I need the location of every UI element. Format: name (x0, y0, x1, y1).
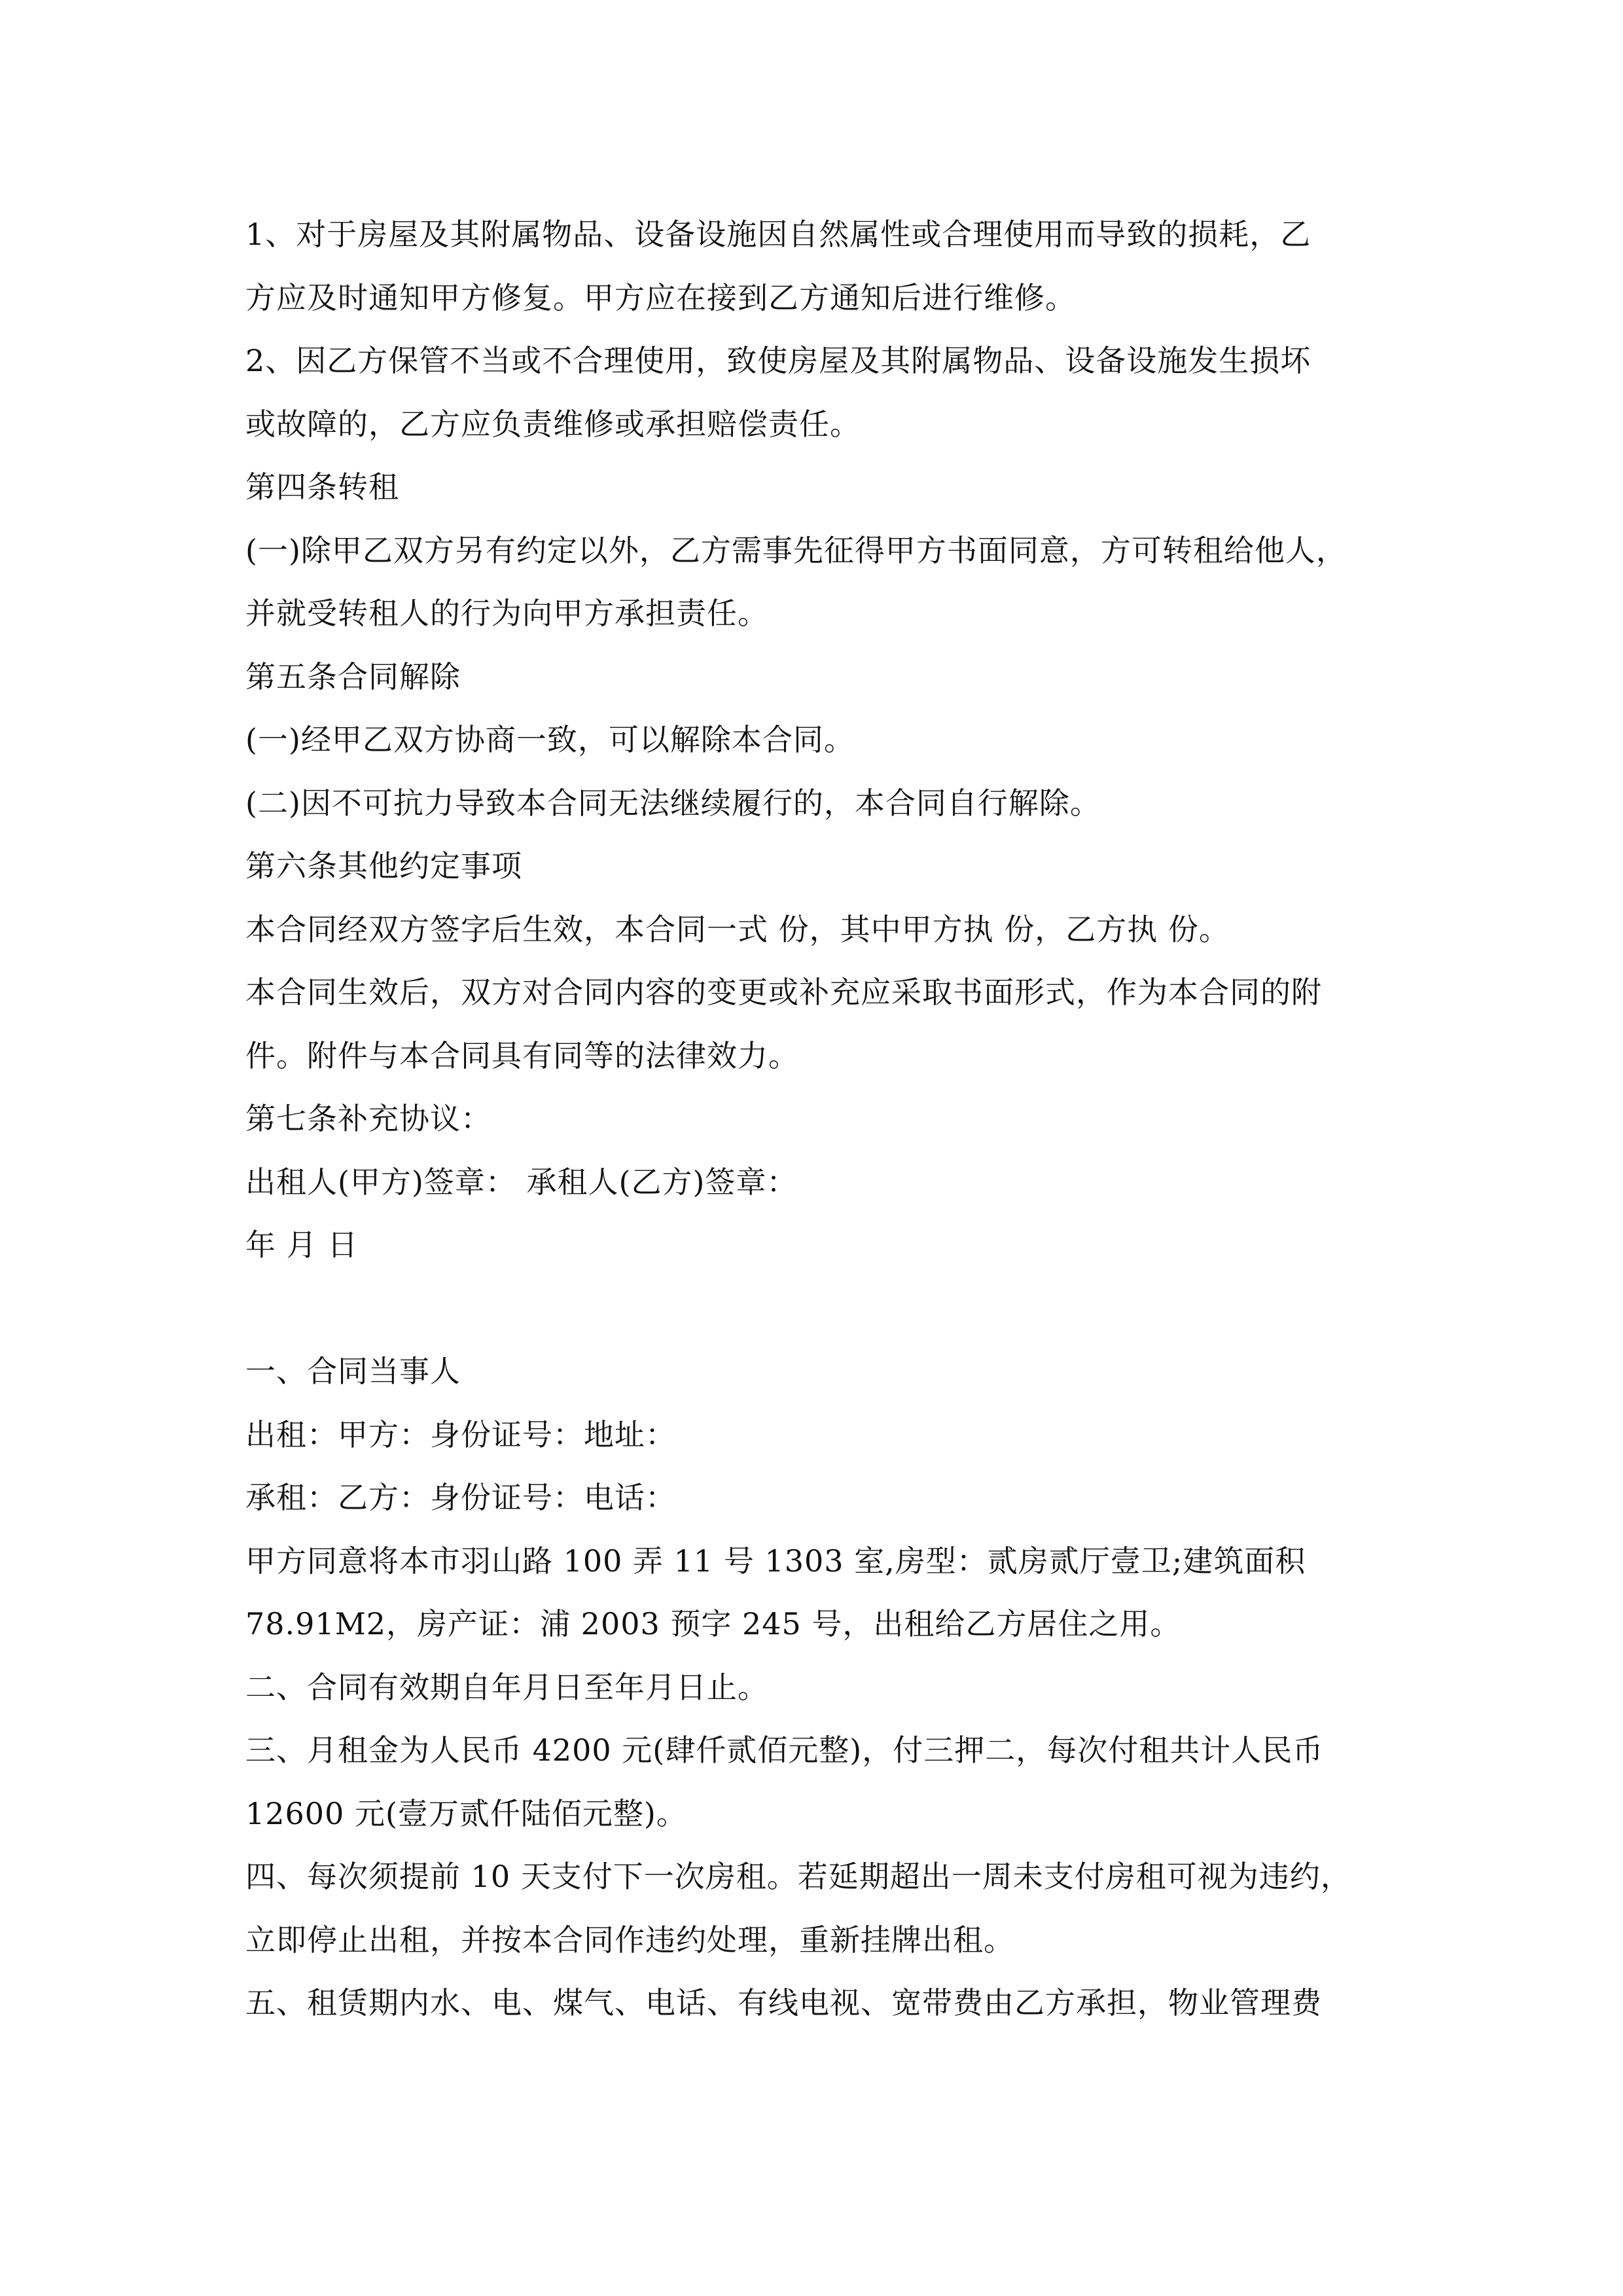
paragraph-line: 承租：乙方：身份证号：电话： (245, 1480, 676, 1515)
paragraph-line: (二)因不可抗力导致本合同无法继续履行的，本合同自行解除。 (245, 785, 1101, 821)
section-heading: 第六条其他约定事项 (245, 848, 522, 884)
paragraph-line: 四、每次须提前 10 天支付下一次房租。若延期超出一周未支付房租可视为违约， (245, 1859, 1351, 1894)
section-heading: 第四条转租 (245, 469, 399, 505)
paragraph-line: 并就受转租人的行为向甲方承担责任。 (245, 596, 768, 631)
paragraph-line: 或故障的，乙方应负责维修或承担赔偿责任。 (245, 406, 861, 442)
document-body (245, 203, 1384, 2035)
section-heading: 第五条合同解除 (245, 658, 461, 694)
paragraph-line: 立即停止出租，并按本合同作违约处理，重新挂牌出租。 (245, 1922, 1014, 1958)
paragraph-line: (一)经甲乙双方协商一致，可以解除本合同。 (245, 722, 855, 757)
paragraph-line: 五、租赁期内水、电、煤气、电话、有线电视、宽带费由乙方承担，物业管理费 (245, 1985, 1322, 2020)
paragraph-line: 1、对于房屋及其附属物品、设备设施因自然属性或合理使用而导致的损耗，乙 (245, 217, 1311, 252)
paragraph-line: 12600 元(壹万贰仟陆佰元整)。 (245, 1795, 687, 1831)
paragraph-line: 甲方同意将本市羽山路 100 弄 11 号 1303 室,房型：贰房贰厅壹卫;建筑面积 (245, 1543, 1306, 1579)
paragraph-line: 二、合同有效期自年月日至年月日止。 (245, 1669, 768, 1705)
paragraph-line: 2、因乙方保管不当或不合理使用，致使房屋及其附属物品、设备设施发生损坏 (245, 343, 1311, 378)
paragraph-line: 本合同生效后，双方对合同内容的变更或补充应采取书面形式，作为本合同的附 (245, 975, 1322, 1010)
section-heading: 第七条补充协议： (245, 1101, 491, 1136)
paragraph-line: 出租：甲方：身份证号：地址： (245, 1416, 676, 1452)
paragraph-line: 方应及时通知甲方修复。甲方应在接到乙方通知后进行维修。 (245, 279, 1076, 315)
section-heading: 一、合同当事人 (245, 1354, 461, 1389)
paragraph-line: (一)除甲乙双方另有约定以外，乙方需事先征得甲方书面同意，方可转租给他人， (245, 532, 1347, 568)
blank-line (245, 1277, 1384, 1340)
paragraph-line: 件。附件与本合同具有同等的法律效力。 (245, 1037, 799, 1073)
paragraph-line: 本合同经双方签字后生效，本合同一式 份，其中甲方执 份，乙方执 份。 (245, 911, 1230, 947)
date-line: 年 月 日 (245, 1227, 359, 1263)
paragraph-line: 78.91M2，房产证：浦 2003 预字 245 号，出租给乙方居住之用。 (245, 1606, 1181, 1641)
signature-line: 出租人(甲方)签章： 承租人(乙方)签章： (245, 1164, 798, 1200)
paragraph-line: 三、月租金为人民币 4200 元(肆仟贰佰元整)，付三押二，每次付租共计人民币 (245, 1732, 1324, 1768)
